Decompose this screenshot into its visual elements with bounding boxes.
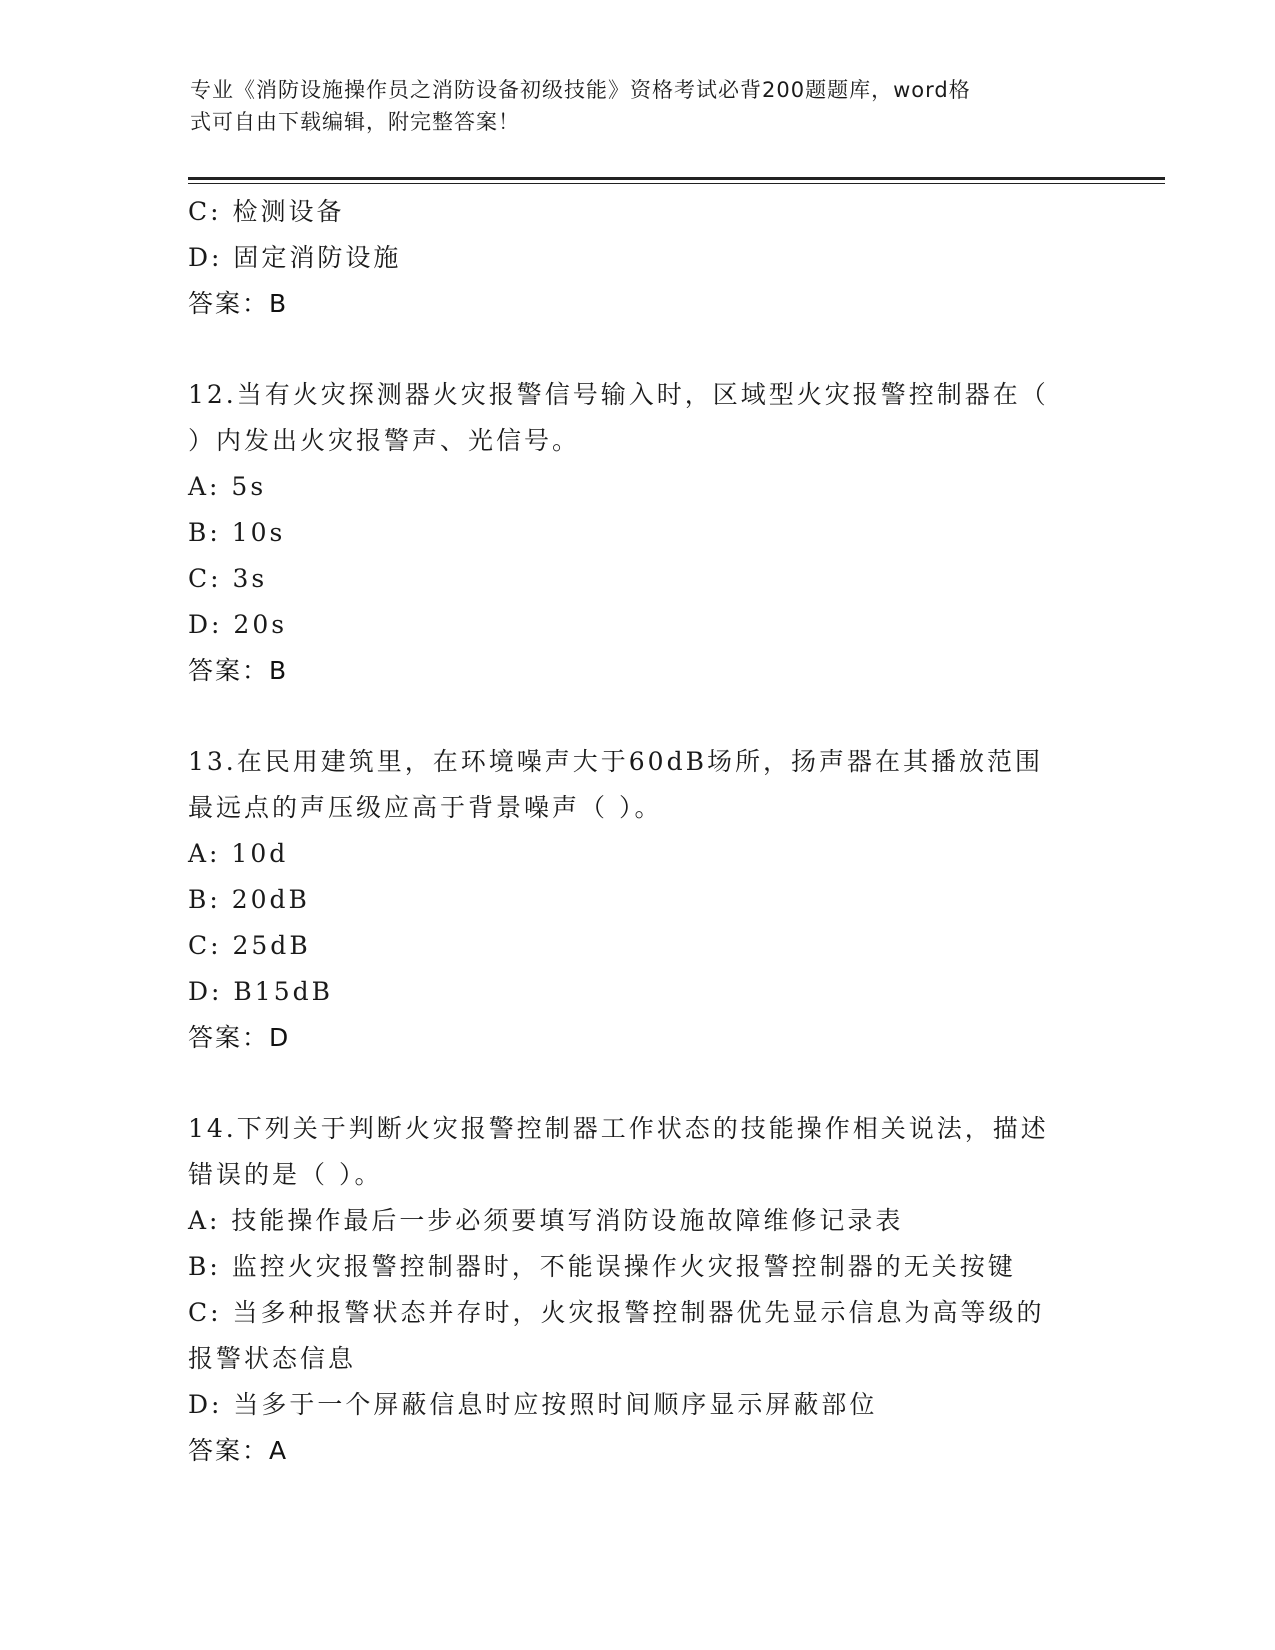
option-a: A: 10d [188, 839, 289, 868]
option-b: B: 20dB [188, 885, 310, 914]
option-a: A: 技能操作最后一步必须要填写消防设施故障维修记录表 [188, 1206, 904, 1235]
answer-line: 答案：B [188, 656, 289, 685]
question-text [188, 739, 1088, 831]
question-text [188, 372, 1088, 464]
option-b: B: 监控火灾报警控制器时，不能误操作火灾报警控制器的无关按键 [188, 1252, 1016, 1281]
question-13 [188, 739, 1088, 1061]
question-12 [188, 372, 1088, 694]
option-c: C: 当多种报警状态并存时，火灾报警控制器优先显示信息为高等级的 [188, 1298, 1045, 1327]
document-header [190, 74, 1070, 138]
question-text-line-1: 12.当有火灾探测器火灾报警信号输入时，区域型火灾报警控制器在（ [188, 380, 1049, 409]
option-c: C: 3s [188, 564, 268, 593]
option-c-continued: 报警状态信息 [188, 1344, 357, 1373]
document-body [188, 189, 1088, 1474]
option-a: A: 5s [188, 472, 267, 501]
question-text-line-2: 错误的是（ ）。 [188, 1160, 383, 1189]
question-text-line-2: 最远点的声压级应高于背景噪声（ ）。 [188, 793, 663, 822]
option-c: C: 检测设备 [188, 197, 345, 226]
header-divider-thick [188, 177, 1165, 180]
option-d: D: 20s [188, 610, 288, 639]
header-line-2: 式可自由下载编辑，附完整答案！ [190, 110, 520, 134]
answer-line: 答案：A [188, 1436, 289, 1465]
answer-line: 答案：D [188, 1023, 291, 1052]
option-d: D: 当多于一个屏蔽信息时应按照时间顺序显示屏蔽部位 [188, 1390, 878, 1419]
option-b: B: 10s [188, 518, 286, 547]
answer-line: 答案：B [188, 289, 289, 318]
question-text-line-1: 14.下列关于判断火灾报警控制器工作状态的技能操作相关说法，描述 [188, 1114, 1049, 1143]
previous-question-tail [188, 189, 1088, 327]
question-14 [188, 1106, 1088, 1474]
option-d: D: B15dB [188, 977, 333, 1006]
question-text-line-2: ）内发出火灾报警声、光信号。 [188, 426, 581, 455]
question-text-line-1: 13.在民用建筑里，在环境噪声大于60dB场所，扬声器在其播放范围 [188, 747, 1043, 776]
option-c: C: 25dB [188, 931, 311, 960]
header-divider-thin [188, 183, 1165, 184]
question-text [188, 1106, 1088, 1198]
option-d: D: 固定消防设施 [188, 243, 402, 272]
header-line-1: 专业《消防设施操作员之消防设备初级技能》资格考试必背200题题库，word格 [190, 78, 971, 102]
